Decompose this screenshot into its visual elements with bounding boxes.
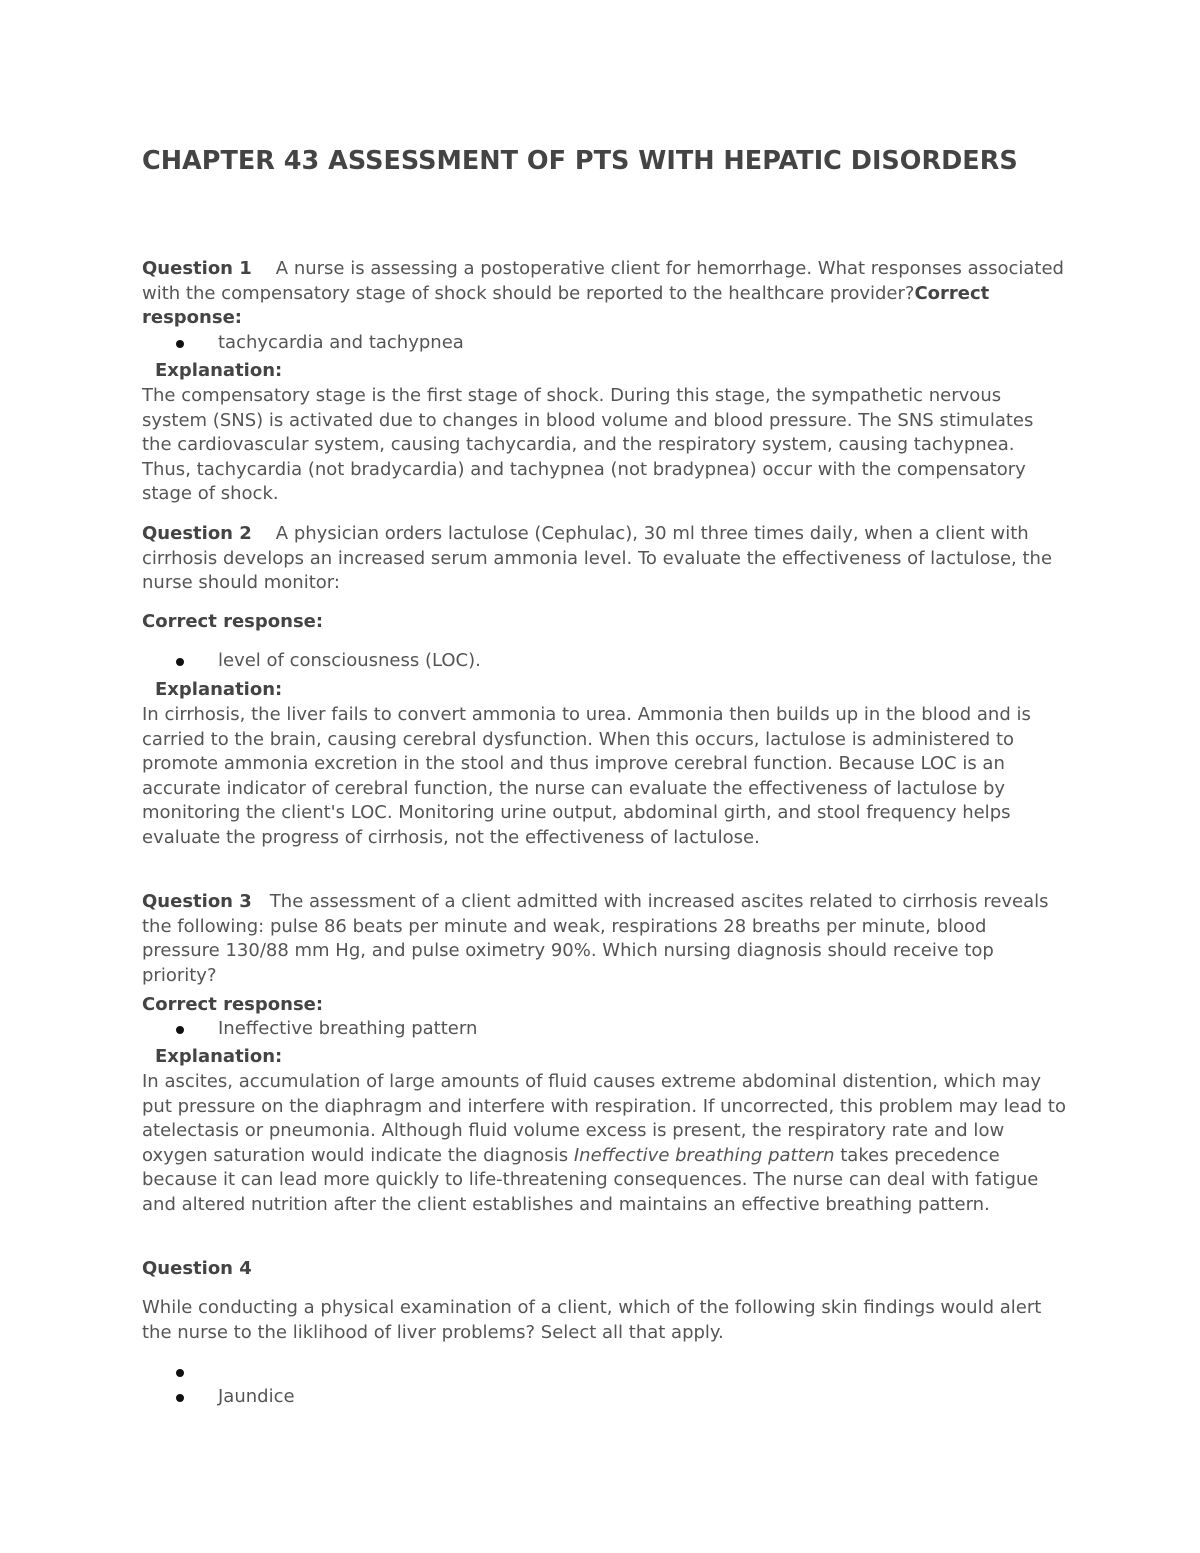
document-title: CHAPTER 43 ASSESSMENT OF PTS WITH HEPATIC DISORDERS <box>142 146 1018 176</box>
question-2-correct-label: Correct response: <box>142 611 324 632</box>
question-4-answer-2 <box>142 1385 1067 1410</box>
question-3-answer-1 <box>142 1017 1067 1042</box>
answer-text: Ineffective breathing pattern <box>218 1018 478 1039</box>
explanation-emphasis: Ineffective breathing pattern <box>573 1144 835 1166</box>
question-2-label: Question 2 <box>142 523 252 544</box>
explanation-text: In ascites, accumulation of large amounts of fluid causes extreme abdominal distention, which may put pressure on the diaphragm and interfere with respiration. If uncorrected, this problem may lead to atelectasis or pneumonia. Although fluid volume excess is present, the respiratory rate and low oxygen saturation would indicate the diagnosis <box>142 1071 1066 1166</box>
question-3-label: Question 3 <box>142 891 252 912</box>
question-3-stem: The assessment of a client admitted with increased ascites related to cirrhosis reveals the following: pulse 86 beats per minute and weak, respirations 28 breaths per minute, blood pressure 130/88 mm Hg, and pulse oximetry 90%. Which nursing diagnosis should receive top priority? <box>142 891 1049 986</box>
question-4-answer-1 <box>142 1360 1067 1385</box>
question-3-explanation-label: Explanation: <box>155 1046 283 1067</box>
question-1-answer-1 <box>142 331 1067 356</box>
question-2-stem: A physician orders lactulose (Cephulac), 30 ml three times daily, when a client with cirrhosis develops an increased serum ammonia level. To evaluate the effectiveness of lactulose, the nurse should monitor: <box>142 523 1053 594</box>
question-3-correct-label: Correct response: <box>142 994 324 1015</box>
answer-text: Jaundice <box>218 1386 295 1407</box>
answer-text: tachycardia and tachypnea <box>218 332 464 353</box>
question-4-label: Question 4 <box>142 1258 252 1279</box>
question-2 <box>142 522 1067 596</box>
question-1-explanation-label: Explanation: <box>155 360 283 381</box>
question-2-explanation-label: Explanation: <box>155 679 283 700</box>
question-3 <box>142 890 1067 988</box>
question-4-stem: While conducting a physical examination of a client, which of the following skin findings would alert the nurse to the liklihood of liver problems? Select all that apply. <box>142 1297 1042 1343</box>
bullet-icon <box>176 1394 184 1402</box>
question-1-label: Question 1 <box>142 258 252 279</box>
bullet-icon <box>176 340 184 348</box>
question-1-explanation: The compensatory stage is the first stage of shock. During this stage, the sympathetic nervous system (SNS) is activated due to changes in blood volume and blood pressure. The SNS stimulates the cardiovascular system, causing tachycardia, and the respiratory system, causing tachypnea. Thus, tachycardia (not bradycardia) and tachypnea (not bradypnea) occur with the compensatory stage of shock. <box>142 385 1034 505</box>
bullet-icon <box>176 658 184 666</box>
bullet-icon <box>176 1369 184 1377</box>
question-2-explanation: In cirrhosis, the liver fails to convert ammonia to urea. Ammonia then builds up in the blood and is carried to the brain, causing cerebral dysfunction. When this occurs, lactulose is administered to promote ammonia excretion in the stool and thus improve cerebral function. Because LOC is an accurate indicator of cerebral function, the nurse can evaluate the effectiveness of lactulose by monitoring the client's LOC. Monitoring urine output, abdominal girth, and stool frequency helps evaluate the progress of cirrhosis, not the effectiveness of lactulose. <box>142 704 1031 848</box>
answer-text: level of consciousness (LOC). <box>218 650 481 671</box>
bullet-icon <box>176 1026 184 1034</box>
question-3-explanation <box>142 1070 1067 1218</box>
question-1 <box>142 257 1067 331</box>
question-2-answer-1 <box>142 649 1067 674</box>
question-1-stem: A nurse is assessing a postoperative client for hemorrhage. What responses associated with the compensatory stage of shock should be reported to the healthcare provider? <box>142 258 1064 304</box>
explanation-text: takes precedence because it can lead more quickly to life-threatening consequences. The nurse can deal with fatigue and altered nutrition after the client establishes and maintains an effective breathing pattern. <box>142 1144 1039 1215</box>
question-1-correct-label: Correct response: <box>142 282 990 329</box>
